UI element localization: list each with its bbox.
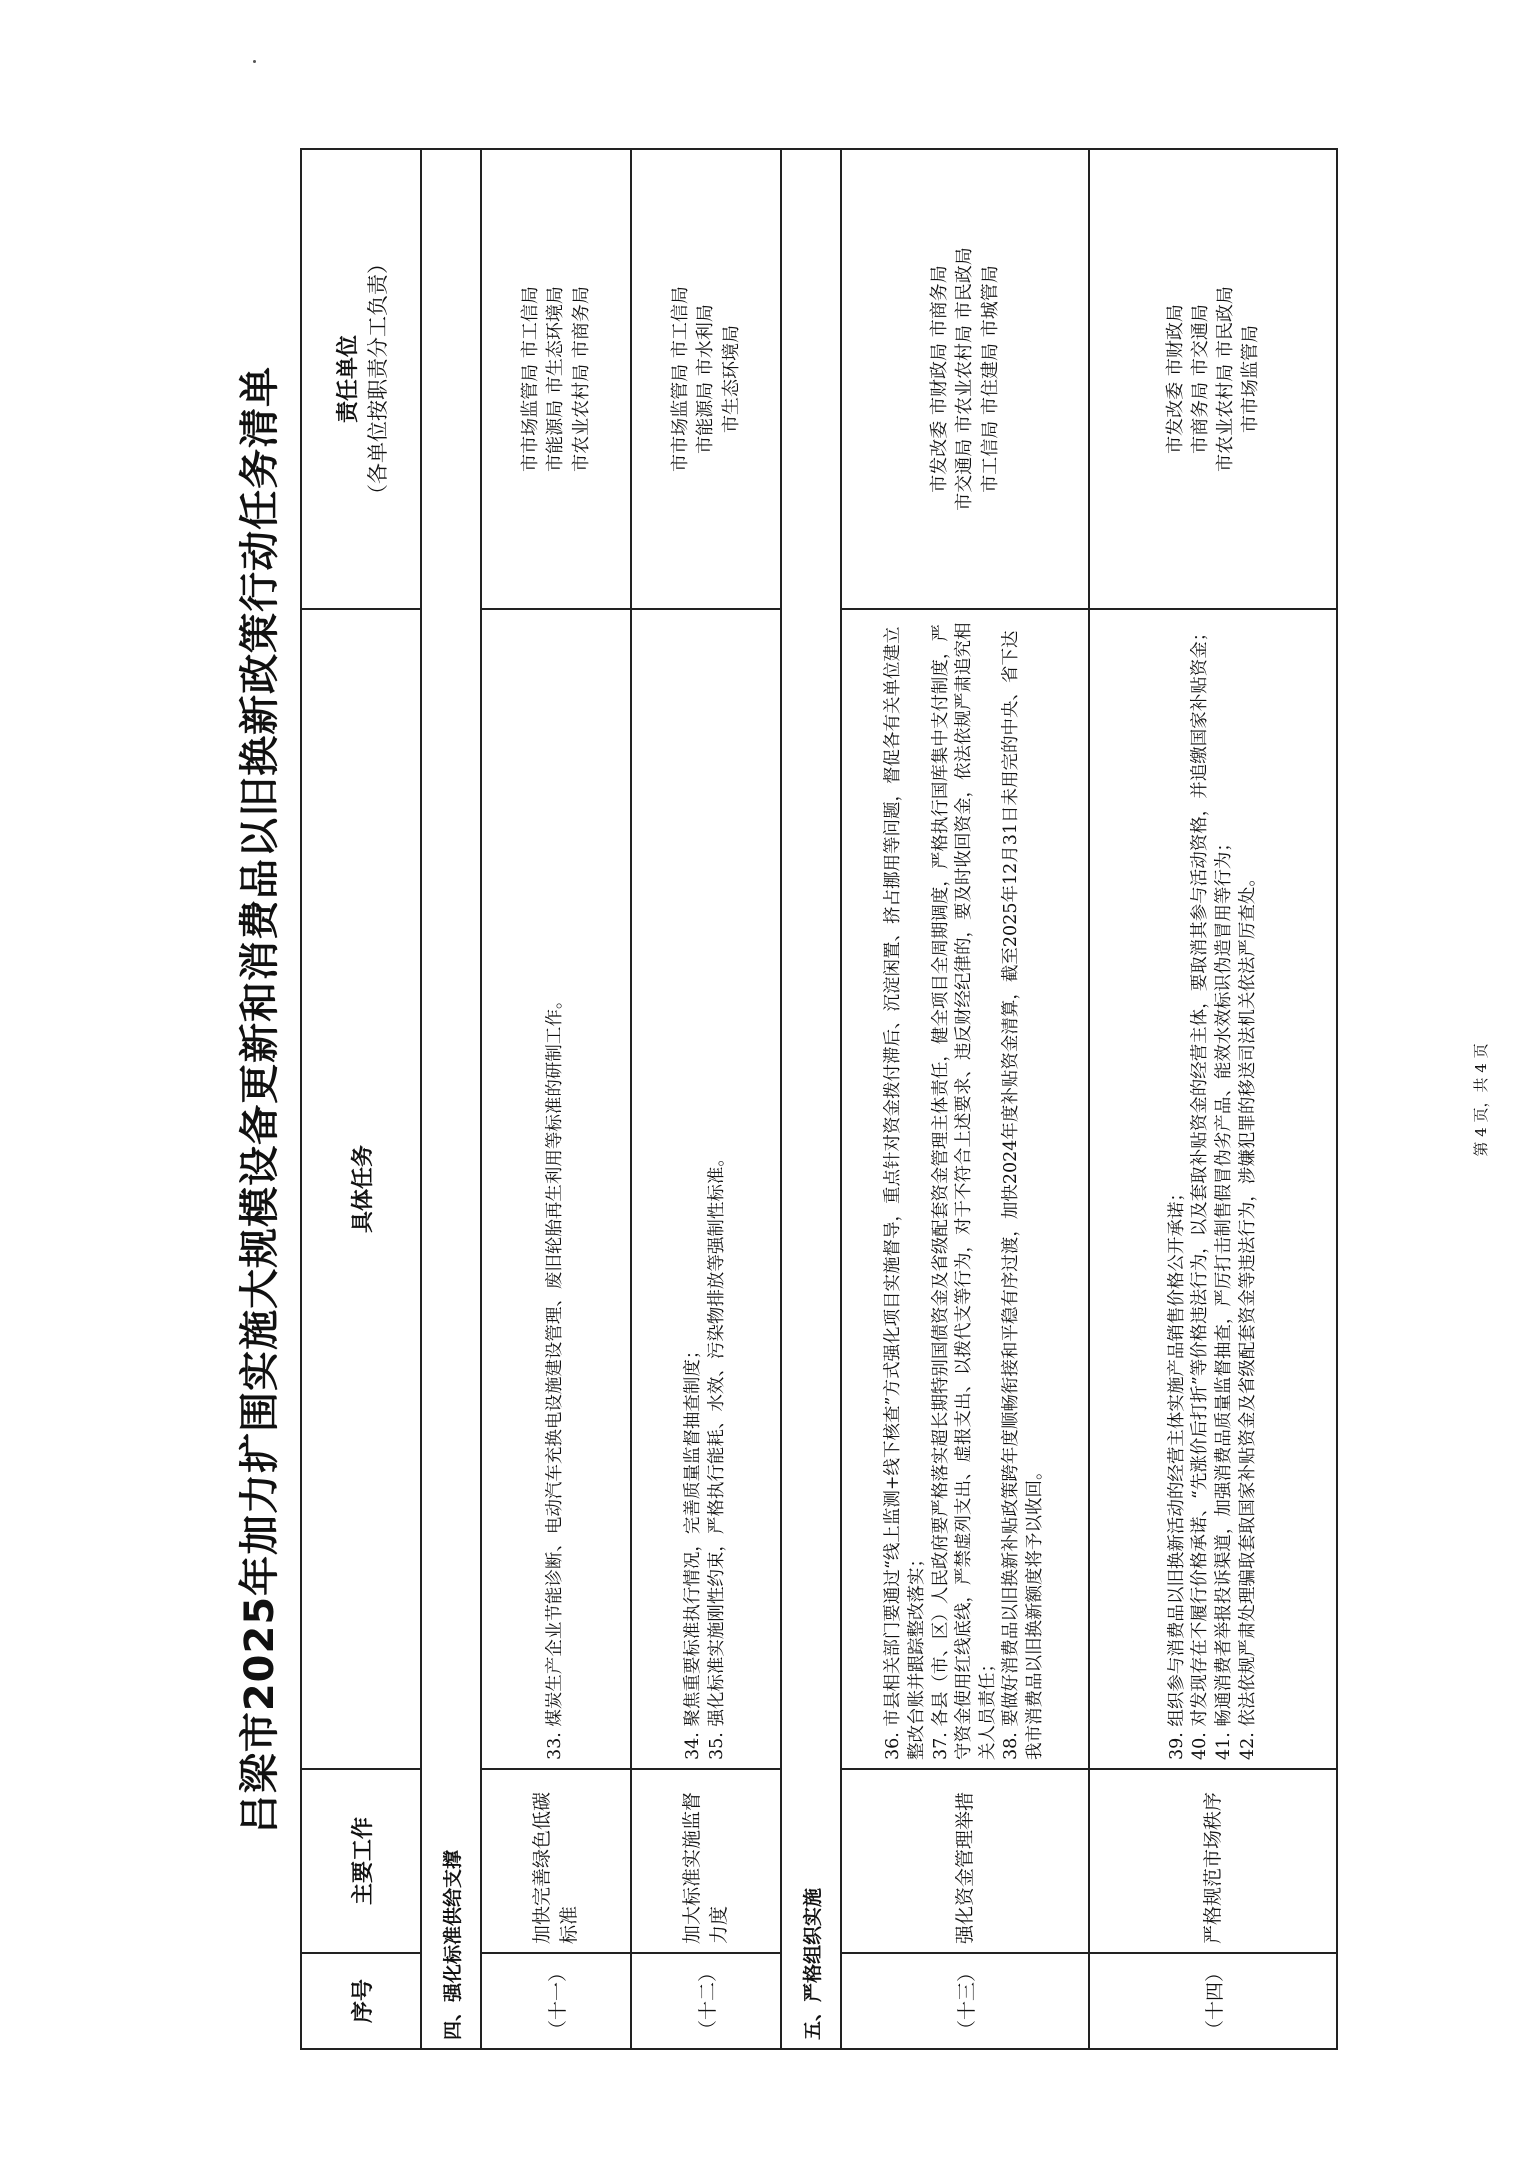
unit-line: 市交通局 市农业农村局 市民政局 [954,247,976,511]
row-number: （十一） [481,1953,631,2049]
unit-line: 市发改委 市财政局 市商务局 [929,265,951,493]
section-title: 四、强化标准供给支撑 [421,149,481,2049]
task-item: 38. 要做好消费品以旧换新补贴政策跨年度顺畅衔接和平稳有序过渡，加快2024年度补贴资金清算，截至2025年12月31日未用完的中央、省下达我市消费品以旧换新额度将予以收回。 [1001,630,1046,1760]
row-units [481,149,631,609]
row-number: （十三） [841,1953,1089,2049]
unit-line: 市市场监管局 市工信局 [670,286,692,472]
row-main-work: 严格规范市场秩序 [1089,1769,1337,1953]
rotated-page-content [225,150,1505,2050]
task-item: 41. 畅通消费者举报投诉渠道，加强消费品质量监督抽查，严厉打击制售假冒伪劣产品、能效水效标识伪造冒用等行为； [1214,834,1234,1760]
table-row [841,149,1089,2049]
task-item: 39. 组织参与消费品以旧换新活动的经营主体实施产品销售价格公开承诺； [1166,1184,1187,1760]
section-row [781,149,841,2049]
page-number: 第 4 页，共 4 页 [1472,1043,1490,1157]
document-title: 吕梁市2025年加力扩围实施大规模设备更新和消费品以旧换新政策行动任务清单 [237,365,283,1835]
row-main-work: 加大标准实施监督力度 [631,1769,781,1953]
row-main-work: 强化资金管理举措 [841,1769,1089,1953]
unit-line: 市农业农村局 市商务局 [570,286,592,472]
task-item: 35. 强化标准实施刚性约束，严格执行能耗、水效、污染物排放等强制性标准。 [707,1149,727,1760]
unit-line: 市发改委 市财政局 [1164,304,1186,454]
row-units [1089,149,1337,609]
task-item: 33. 煤炭生产企业节能诊断、电动汽车充换电设施建设管理、废旧轮胎再生利用等标准的研制工作。 [545,991,566,1760]
unit-line: 市商务局 市交通局 [1189,304,1211,454]
unit-line: 市市场监管局 [1240,325,1262,433]
header-task: 具体任务 [301,609,421,1769]
header-unit [301,149,421,609]
header-no: 序号 [301,1953,421,2049]
unit-line: 市农业农村局 市民政局 [1215,286,1236,472]
row-tasks [1089,609,1337,1769]
unit-line: 市生态环境局 [720,325,742,433]
row-main-work: 加快完善绿色低碳标准 [481,1769,631,1953]
header-unit-title: 责任单位 [335,335,361,424]
row-units [631,149,781,609]
row-number: （十四） [1089,1953,1337,2049]
table-row [481,149,631,2049]
table-header-row [301,149,421,2049]
row-tasks [481,609,631,1769]
section-row [421,149,481,2049]
table-row [1089,149,1337,2049]
unit-line: 市能源局 市生态环境局 [545,286,567,472]
unit-line: 市市场监管局 市工信局 [520,286,542,472]
header-work: 主要工作 [301,1769,421,1953]
scan-speck [253,60,256,63]
row-number: （十二） [631,1953,781,2049]
row-tasks [631,609,781,1769]
task-item: 42. 依法依规严肃处理骗取套取国家补贴资金及省级配套资金等违法行为，涉嫌犯罪的移送司法机关依法严厉查处。 [1237,869,1258,1760]
table-row [631,149,781,2049]
task-item: 40. 对发现存在不履行价格承诺、“先涨价后打折”等价格违法行为，以及套取补贴资金的经营主体，要取消其参与活动资格，并追缴国家补贴资金； [1190,623,1211,1760]
task-item: 34. 聚焦重要标准执行情况，完善质量监督抽查制度； [683,1341,704,1760]
row-units [841,149,1089,609]
task-item: 36. 市县相关部门要通过“线上监测+线下核查”方式强化项目实施督导，重点针对资金拨付滞后、沉淀闲置、挤占挪用等问题，督促各有关单位建立整改台账并跟踪整改落实； [883,626,927,1760]
section-title: 五、严格组织实施 [781,149,841,2049]
unit-line: 市能源局 市水利局 [695,304,717,454]
task-item: 37. 各县（市、区）人民政府要严格落实超长期特别国债资金及省级配套资金管理主体责任，健全项目全周期调度，严格执行国库集中支付制度，严守资金使用红线底线，严禁虚列支出、虚报支出、以拨代支等行为，对于不符合上述要求、违反财经纪律的，要及时收回资金，依法依规严肃追究相关人员责任； [930,622,998,1760]
header-unit-subtitle: （各单位按职责分工负责） [365,253,390,505]
unit-line: 市工信局 市住建局 市城管局 [979,265,1001,493]
row-tasks [841,609,1089,1769]
task-table [300,148,1338,2050]
